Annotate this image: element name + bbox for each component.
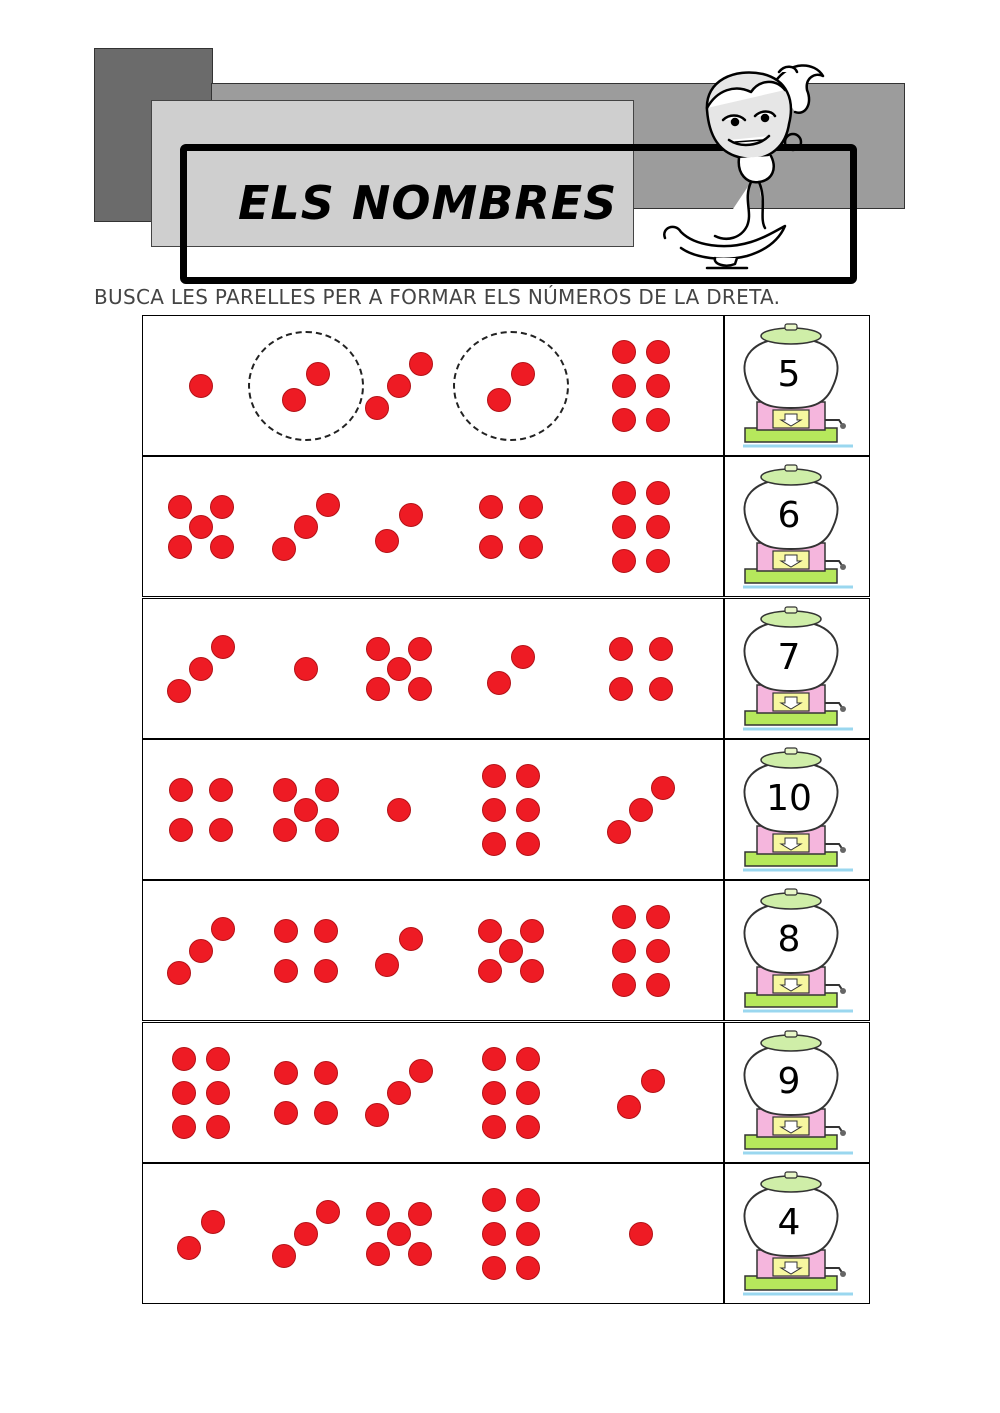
pair-circle	[453, 331, 569, 441]
target-cell	[724, 315, 870, 456]
worksheet-row	[142, 1022, 870, 1163]
red-dot	[478, 919, 502, 943]
red-dot	[387, 798, 411, 822]
red-dot	[646, 905, 670, 929]
red-dot	[646, 549, 670, 573]
red-dot	[511, 362, 535, 386]
red-dot	[646, 340, 670, 364]
worksheet-row	[142, 1163, 870, 1304]
target-cell	[724, 739, 870, 880]
red-dot	[206, 1115, 230, 1139]
red-dot	[408, 1242, 432, 1266]
red-dot	[167, 679, 191, 703]
target-number: 9	[777, 1060, 801, 1102]
red-dot	[169, 818, 193, 842]
red-dot	[366, 1242, 390, 1266]
red-dot	[211, 635, 235, 659]
worksheet-table	[142, 315, 870, 1305]
red-dot	[206, 1081, 230, 1105]
red-dot	[482, 832, 506, 856]
worksheet-row	[142, 598, 870, 739]
red-dot	[294, 515, 318, 539]
red-dot	[617, 1095, 641, 1119]
red-dot	[172, 1081, 196, 1105]
red-dot	[366, 1202, 390, 1226]
red-dot	[168, 535, 192, 559]
target-cell	[724, 456, 870, 597]
red-dot	[211, 917, 235, 941]
red-dot	[168, 495, 192, 519]
red-dot	[516, 1256, 540, 1280]
red-dot	[612, 515, 636, 539]
red-dot	[172, 1115, 196, 1139]
instruction-text: BUSCA LES PARELLES PER A FORMAR ELS NÚMEROS DE LA DRETA.	[94, 285, 781, 309]
dots-cell[interactable]	[142, 315, 724, 456]
red-dot	[520, 959, 544, 983]
red-dot	[482, 1188, 506, 1212]
red-dot	[387, 374, 411, 398]
red-dot	[272, 1244, 296, 1268]
red-dot	[189, 657, 213, 681]
dots-cell[interactable]	[142, 1163, 724, 1304]
red-dot	[387, 657, 411, 681]
red-dot	[612, 549, 636, 573]
red-dot	[314, 1101, 338, 1125]
red-dot	[375, 529, 399, 553]
red-dot	[316, 1200, 340, 1224]
red-dot	[206, 1047, 230, 1071]
red-dot	[516, 764, 540, 788]
red-dot	[612, 973, 636, 997]
target-number: 10	[766, 777, 812, 819]
red-dot	[167, 961, 191, 985]
worksheet-row	[142, 456, 870, 597]
red-dot	[399, 927, 423, 951]
target-cell	[724, 1163, 870, 1304]
red-dot	[651, 776, 675, 800]
red-dot	[274, 919, 298, 943]
red-dot	[646, 973, 670, 997]
red-dot	[201, 1210, 225, 1234]
red-dot	[315, 778, 339, 802]
red-dot	[487, 671, 511, 695]
target-cell	[724, 1022, 870, 1163]
genie-girl-icon	[655, 50, 845, 275]
red-dot	[612, 481, 636, 505]
red-dot	[516, 1081, 540, 1105]
red-dot	[649, 677, 673, 701]
red-dot	[314, 1061, 338, 1085]
target-number: 7	[777, 636, 801, 678]
target-number: 8	[777, 919, 801, 961]
red-dot	[272, 537, 296, 561]
red-dot	[516, 1115, 540, 1139]
red-dot	[408, 637, 432, 661]
pair-circle	[248, 331, 364, 441]
red-dot	[366, 677, 390, 701]
red-dot	[482, 798, 506, 822]
red-dot	[482, 764, 506, 788]
red-dot	[169, 778, 193, 802]
red-dot	[375, 953, 399, 977]
red-dot	[641, 1069, 665, 1093]
red-dot	[189, 515, 213, 539]
dots-cell[interactable]	[142, 880, 724, 1021]
red-dot	[399, 503, 423, 527]
dots-cell[interactable]	[142, 1022, 724, 1163]
red-dot	[172, 1047, 196, 1071]
target-number: 5	[777, 354, 801, 395]
red-dot	[409, 352, 433, 376]
dots-cell[interactable]	[142, 598, 724, 739]
red-dot	[612, 939, 636, 963]
red-dot	[482, 1256, 506, 1280]
red-dot	[516, 798, 540, 822]
page-title: ELS NOMBRES	[238, 176, 618, 230]
red-dot	[177, 1236, 201, 1260]
red-dot	[516, 832, 540, 856]
target-number: 4	[777, 1201, 801, 1243]
red-dot	[519, 535, 543, 559]
red-dot	[646, 374, 670, 398]
red-dot	[294, 1222, 318, 1246]
red-dot	[482, 1222, 506, 1246]
red-dot	[314, 919, 338, 943]
red-dot	[609, 677, 633, 701]
red-dot	[646, 515, 670, 539]
red-dot	[520, 919, 544, 943]
red-dot	[189, 374, 213, 398]
red-dot	[273, 818, 297, 842]
red-dot	[499, 939, 523, 963]
red-dot	[282, 388, 306, 412]
red-dot	[274, 959, 298, 983]
red-dot	[408, 677, 432, 701]
red-dot	[629, 1222, 653, 1246]
red-dot	[482, 1047, 506, 1071]
red-dot	[306, 362, 330, 386]
red-dot	[408, 1202, 432, 1226]
red-dot	[274, 1101, 298, 1125]
red-dot	[387, 1222, 411, 1246]
red-dot	[607, 820, 631, 844]
worksheet-row	[142, 315, 870, 456]
target-cell	[724, 598, 870, 739]
red-dot	[609, 637, 633, 661]
red-dot	[519, 495, 543, 519]
red-dot	[210, 495, 234, 519]
red-dot	[314, 959, 338, 983]
red-dot	[649, 637, 673, 661]
target-number: 6	[777, 495, 801, 537]
red-dot	[646, 481, 670, 505]
red-dot	[387, 1081, 411, 1105]
red-dot	[516, 1188, 540, 1212]
red-dot	[294, 798, 318, 822]
red-dot	[646, 939, 670, 963]
red-dot	[210, 535, 234, 559]
dots-cell[interactable]	[142, 739, 724, 880]
red-dot	[646, 408, 670, 432]
red-dot	[482, 1081, 506, 1105]
red-dot	[209, 818, 233, 842]
red-dot	[365, 396, 389, 420]
red-dot	[479, 535, 503, 559]
red-dot	[409, 1059, 433, 1083]
red-dot	[478, 959, 502, 983]
red-dot	[482, 1115, 506, 1139]
red-dot	[189, 939, 213, 963]
red-dot	[516, 1047, 540, 1071]
red-dot	[612, 905, 636, 929]
red-dot	[366, 637, 390, 661]
red-dot	[612, 340, 636, 364]
red-dot	[612, 374, 636, 398]
red-dot	[274, 1061, 298, 1085]
target-cell	[724, 880, 870, 1021]
red-dot	[629, 798, 653, 822]
red-dot	[511, 645, 535, 669]
red-dot	[316, 493, 340, 517]
red-dot	[294, 657, 318, 681]
worksheet-row	[142, 739, 870, 880]
red-dot	[315, 818, 339, 842]
red-dot	[209, 778, 233, 802]
red-dot	[487, 388, 511, 412]
red-dot	[273, 778, 297, 802]
worksheet-row	[142, 880, 870, 1021]
dots-cell[interactable]	[142, 456, 724, 597]
red-dot	[479, 495, 503, 519]
red-dot	[612, 408, 636, 432]
red-dot	[365, 1103, 389, 1127]
red-dot	[516, 1222, 540, 1246]
